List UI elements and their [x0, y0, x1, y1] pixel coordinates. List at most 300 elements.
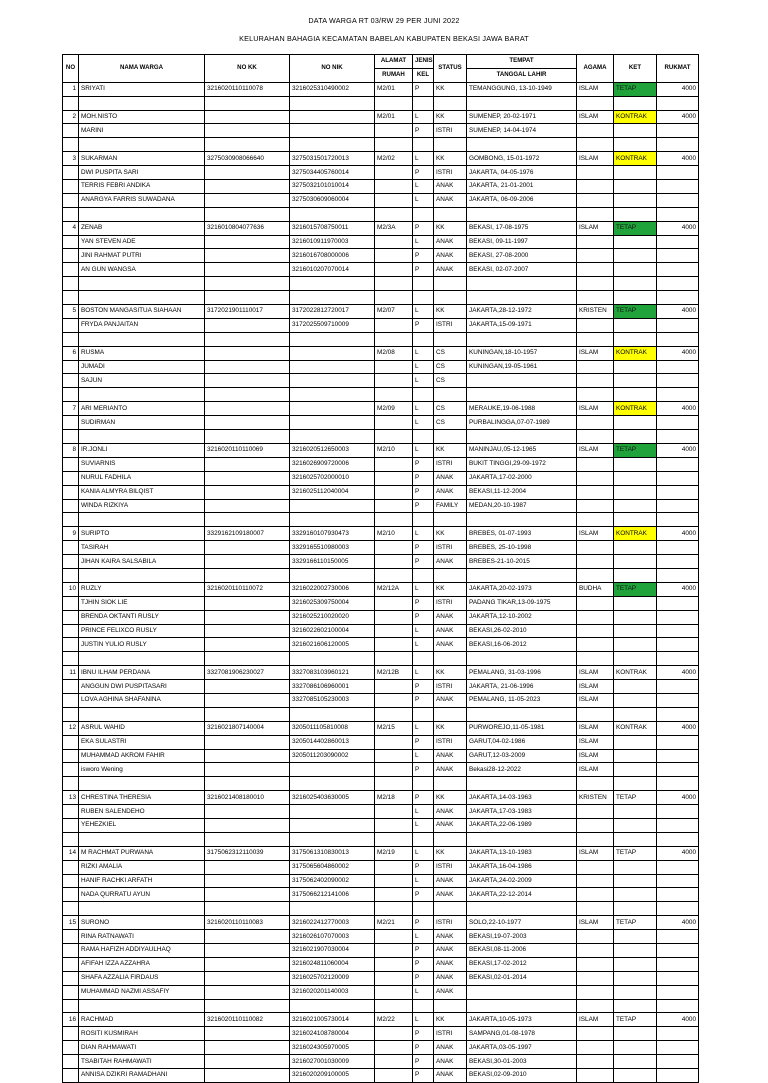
cell-nik [290, 416, 375, 430]
cell-ket [614, 999, 657, 1013]
cell-ket [614, 1041, 657, 1055]
cell-tempat-lahir: BEKASI, 02-07-2007 [467, 263, 577, 277]
cell-nama [79, 777, 205, 791]
cell-nama: NURUL FADHILA [79, 471, 205, 485]
cell-ket [614, 610, 657, 624]
cell-no [63, 430, 79, 444]
cell-agama [577, 430, 614, 444]
cell-ket [614, 374, 657, 388]
cell-kel: L [413, 1013, 434, 1027]
cell-nik: 3216020201140003 [290, 985, 375, 999]
cell-kk [205, 971, 290, 985]
cell-nama: ANGGUN DWI PUSPITASARI [79, 680, 205, 694]
cell-no: 1 [63, 82, 79, 96]
cell-no: 9 [63, 527, 79, 541]
cell-status: ANAK [434, 638, 467, 652]
cell-kk: 3329162109180007 [205, 527, 290, 541]
cell-no: 12 [63, 721, 79, 735]
cell-rukmat [657, 291, 699, 305]
cell-tempat-lahir: JAKARTA,16-04-1986 [467, 860, 577, 874]
cell-nama: AN GUN WANGSA [79, 263, 205, 277]
cell-agama: KRISTEN [577, 305, 614, 319]
cell-tempat-lahir: JAKARTA,03-05-1997 [467, 1041, 577, 1055]
cell-tempat-lahir [467, 999, 577, 1013]
cell-ket: TETAP [614, 846, 657, 860]
cell-no [63, 735, 79, 749]
cell-tempat-lahir: PADANG TIKAR,13-09-1975 [467, 596, 577, 610]
cell-ket [614, 874, 657, 888]
table-row [63, 971, 699, 985]
cell-tempat-lahir: BEKASI,19-07-2003 [467, 930, 577, 944]
cell-nama: MARINI [79, 124, 205, 138]
cell-kel: L [413, 874, 434, 888]
header-nama: NAMA WARGA [79, 55, 205, 83]
cell-agama [577, 957, 614, 971]
cell-nik: 3216025310490002 [290, 82, 375, 96]
cell-nik [290, 138, 375, 152]
cell-kk [205, 471, 290, 485]
cell-rumah [375, 318, 413, 332]
table-row [63, 1041, 699, 1055]
cell-status: ANAK [434, 263, 467, 277]
cell-nik: 3216025112040004 [290, 485, 375, 499]
cell-rukmat [657, 430, 699, 444]
cell-rumah: M2/01 [375, 82, 413, 96]
cell-nama: IBNU ILHAM PERDANA [79, 666, 205, 680]
cell-nik [290, 832, 375, 846]
cell-no [63, 596, 79, 610]
cell-status: ANAK [434, 888, 467, 902]
cell-nik: 3275032101010014 [290, 180, 375, 194]
header-rukmat: RUKMAT [657, 55, 699, 83]
cell-ket [614, 166, 657, 180]
cell-ket [614, 485, 657, 499]
cell-nik: 3329166110150005 [290, 555, 375, 569]
cell-ket [614, 555, 657, 569]
cell-status [434, 513, 467, 527]
cell-kk [205, 416, 290, 430]
cell-nik [290, 277, 375, 291]
cell-agama [577, 1027, 614, 1041]
cell-ket [614, 249, 657, 263]
cell-ket [614, 749, 657, 763]
cell-kel: L [413, 582, 434, 596]
cell-nik: 3175065604860002 [290, 860, 375, 874]
cell-nik [290, 999, 375, 1013]
cell-status: ANAK [434, 971, 467, 985]
cell-status: ANAK [434, 1069, 467, 1083]
cell-status [434, 332, 467, 346]
cell-rumah [375, 96, 413, 110]
table-row [63, 555, 699, 569]
cell-no [63, 374, 79, 388]
cell-nama: IR.JONLI [79, 443, 205, 457]
cell-nama: JUMADI [79, 360, 205, 374]
cell-no [63, 457, 79, 471]
cell-ket: KONTRAK [614, 721, 657, 735]
cell-nama: ROSITI KUSMIRAH [79, 1027, 205, 1041]
cell-nama: ASRUL WAHID [79, 721, 205, 735]
header-jenis: JENIS [413, 55, 434, 69]
cell-rumah [375, 485, 413, 499]
cell-rukmat: 4000 [657, 666, 699, 680]
table-row [63, 541, 699, 555]
header-kel: KEL [413, 68, 434, 82]
cell-nik [290, 568, 375, 582]
cell-status: ISTRI [434, 916, 467, 930]
cell-status: ANAK [434, 874, 467, 888]
cell-tempat-lahir: JAKARTA, 21-01-2001 [467, 180, 577, 194]
table-row [63, 596, 699, 610]
cell-nama: DIAN RAHMAWATI [79, 1041, 205, 1055]
cell-nama [79, 138, 205, 152]
table-row [63, 805, 699, 819]
cell-nik: 3216022602100004 [290, 624, 375, 638]
cell-rukmat: 4000 [657, 402, 699, 416]
cell-status: ANAK [434, 985, 467, 999]
cell-kk [205, 874, 290, 888]
cell-nik: 3216020209100005 [290, 1069, 375, 1083]
cell-nik [290, 360, 375, 374]
table-row [63, 624, 699, 638]
cell-nik [290, 388, 375, 402]
cell-kel: L [413, 402, 434, 416]
table-row [63, 791, 699, 805]
cell-no [63, 235, 79, 249]
cell-kel: L [413, 638, 434, 652]
cell-tempat-lahir [467, 902, 577, 916]
cell-kk [205, 374, 290, 388]
cell-agama: ISLAM [577, 402, 614, 416]
cell-agama [577, 457, 614, 471]
cell-rukmat [657, 166, 699, 180]
cell-agama [577, 985, 614, 999]
cell-ket [614, 1055, 657, 1069]
cell-nik: 3205011203090002 [290, 749, 375, 763]
cell-kk [205, 346, 290, 360]
cell-agama [577, 166, 614, 180]
cell-nama: RUZLY [79, 582, 205, 596]
cell-no [63, 749, 79, 763]
cell-nik: 3216024305970005 [290, 1041, 375, 1055]
table-row [63, 471, 699, 485]
header-tanggal-lahir: TANGGAL LAHIR [467, 68, 577, 82]
cell-ket: KONTRAK [614, 402, 657, 416]
header-ket: KET [614, 55, 657, 83]
cell-rukmat [657, 930, 699, 944]
cell-kk [205, 610, 290, 624]
cell-kel: L [413, 930, 434, 944]
cell-kk [205, 555, 290, 569]
cell-status: ANAK [434, 610, 467, 624]
cell-ket: TETAP [614, 791, 657, 805]
cell-rumah [375, 777, 413, 791]
cell-rumah: M2/22 [375, 1013, 413, 1027]
cell-kk [205, 1069, 290, 1083]
cell-rumah [375, 818, 413, 832]
cell-agama: ISLAM [577, 916, 614, 930]
cell-ket [614, 888, 657, 902]
cell-nama: YAN STEVEN ADE [79, 235, 205, 249]
cell-kk [205, 902, 290, 916]
cell-agama: ISLAM [577, 110, 614, 124]
cell-nik: 3216025702120009 [290, 971, 375, 985]
table-row [63, 82, 699, 96]
cell-rumah [375, 457, 413, 471]
cell-nama [79, 513, 205, 527]
cell-ket [614, 1027, 657, 1041]
cell-nik: 3216022002730006 [290, 582, 375, 596]
table-row [63, 193, 699, 207]
cell-rukmat [657, 818, 699, 832]
cell-tempat-lahir: BEKASI,02-01-2014 [467, 971, 577, 985]
cell-ket [614, 805, 657, 819]
cell-kk [205, 596, 290, 610]
cell-rumah: M2/19 [375, 846, 413, 860]
cell-kel: L [413, 360, 434, 374]
cell-rumah [375, 1027, 413, 1041]
cell-ket [614, 388, 657, 402]
cell-rumah [375, 249, 413, 263]
cell-kk [205, 930, 290, 944]
cell-rukmat: 4000 [657, 846, 699, 860]
cell-kel: P [413, 499, 434, 513]
cell-rumah [375, 957, 413, 971]
cell-nik [290, 207, 375, 221]
cell-tempat-lahir: BREBES, 25-10-1998 [467, 541, 577, 555]
cell-nik [290, 805, 375, 819]
cell-agama [577, 96, 614, 110]
cell-ket: TETAP [614, 443, 657, 457]
cell-no [63, 555, 79, 569]
cell-nama [79, 430, 205, 444]
cell-nik: 3216026107070003 [290, 930, 375, 944]
cell-rumah: M2/02 [375, 152, 413, 166]
cell-nik: 3216015708750011 [290, 221, 375, 235]
cell-agama [577, 805, 614, 819]
cell-nama: NADA QURRATU AYUN [79, 888, 205, 902]
cell-status: ANAK [434, 471, 467, 485]
blank-row [63, 902, 699, 916]
cell-status: CS [434, 374, 467, 388]
cell-rumah [375, 930, 413, 944]
cell-agama: ISLAM [577, 152, 614, 166]
cell-tempat-lahir [467, 985, 577, 999]
cell-nama [79, 707, 205, 721]
cell-no [63, 930, 79, 944]
cell-kel: L [413, 846, 434, 860]
cell-kel: P [413, 1055, 434, 1069]
cell-rukmat [657, 832, 699, 846]
cell-rukmat: 4000 [657, 443, 699, 457]
cell-agama: ISLAM [577, 82, 614, 96]
cell-status: ANAK [434, 957, 467, 971]
cell-nama [79, 568, 205, 582]
cell-ket: TETAP [614, 916, 657, 930]
cell-kel [413, 291, 434, 305]
cell-rumah [375, 471, 413, 485]
cell-tempat-lahir: JAKARTA,10-05-1973 [467, 1013, 577, 1027]
cell-status: ANAK [434, 944, 467, 958]
cell-rumah [375, 832, 413, 846]
cell-nik: 3329160107930473 [290, 527, 375, 541]
cell-tempat-lahir: MANINJAU,05-12-1965 [467, 443, 577, 457]
cell-rukmat [657, 707, 699, 721]
cell-kel: P [413, 791, 434, 805]
cell-status [434, 707, 467, 721]
cell-ket [614, 652, 657, 666]
cell-kel: P [413, 860, 434, 874]
cell-nik [290, 124, 375, 138]
cell-rukmat [657, 902, 699, 916]
cell-rukmat [657, 610, 699, 624]
cell-rumah [375, 138, 413, 152]
cell-no [63, 1041, 79, 1055]
cell-rumah [375, 235, 413, 249]
cell-agama [577, 180, 614, 194]
cell-kel: P [413, 263, 434, 277]
cell-status: ANAK [434, 555, 467, 569]
cell-agama: ISLAM [577, 443, 614, 457]
cell-no: 5 [63, 305, 79, 319]
cell-rukmat [657, 124, 699, 138]
cell-no [63, 874, 79, 888]
cell-kel: P [413, 457, 434, 471]
cell-nama [79, 291, 205, 305]
cell-kel: P [413, 680, 434, 694]
cell-no [63, 624, 79, 638]
cell-kk [205, 1055, 290, 1069]
cell-kk [205, 638, 290, 652]
cell-kel [413, 513, 434, 527]
cell-tempat-lahir: PEMALANG, 11-05-2023 [467, 693, 577, 707]
cell-kk [205, 860, 290, 874]
cell-no [63, 818, 79, 832]
cell-status: ISTRI [434, 680, 467, 694]
cell-rukmat [657, 1041, 699, 1055]
blank-row [63, 652, 699, 666]
cell-kk [205, 832, 290, 846]
cell-no: 13 [63, 791, 79, 805]
cell-ket [614, 818, 657, 832]
header-rumah: RUMAH [375, 68, 413, 82]
cell-nama: LOVA AGHINA SHAFANINA [79, 693, 205, 707]
cell-rukmat [657, 207, 699, 221]
cell-nik: 3216026909720006 [290, 457, 375, 471]
table-row [63, 1069, 699, 1083]
cell-tempat-lahir [467, 707, 577, 721]
cell-agama [577, 860, 614, 874]
cell-nama: ARI MERIANTO [79, 402, 205, 416]
cell-nama [79, 332, 205, 346]
table-row [63, 221, 699, 235]
cell-no [63, 944, 79, 958]
cell-rukmat: 4000 [657, 791, 699, 805]
cell-rukmat: 4000 [657, 721, 699, 735]
cell-kel: P [413, 763, 434, 777]
cell-nik: 3216022412770003 [290, 916, 375, 930]
cell-agama [577, 541, 614, 555]
table-row [63, 610, 699, 624]
cell-no [63, 638, 79, 652]
cell-nama: JINI RAHMAT PUTRI [79, 249, 205, 263]
cell-nama: RIZKI AMALIA [79, 860, 205, 874]
cell-nik: 3216027001030009 [290, 1055, 375, 1069]
cell-tempat-lahir [467, 96, 577, 110]
cell-rukmat [657, 374, 699, 388]
cell-agama: ISLAM [577, 221, 614, 235]
cell-tempat-lahir: JAKARTA,17-03-1983 [467, 805, 577, 819]
cell-nama: KANIA ALMYRA BILQIST [79, 485, 205, 499]
cell-rukmat: 4000 [657, 916, 699, 930]
cell-kk [205, 763, 290, 777]
cell-kk [205, 249, 290, 263]
cell-rumah: M2/08 [375, 346, 413, 360]
cell-kel [413, 652, 434, 666]
cell-rumah [375, 513, 413, 527]
cell-rukmat [657, 485, 699, 499]
cell-agama [577, 374, 614, 388]
cell-kel: P [413, 1041, 434, 1055]
cell-ket [614, 96, 657, 110]
cell-status: CS [434, 346, 467, 360]
cell-rukmat [657, 652, 699, 666]
cell-rukmat: 4000 [657, 346, 699, 360]
cell-nik [290, 513, 375, 527]
cell-rumah [375, 624, 413, 638]
cell-agama [577, 193, 614, 207]
cell-tempat-lahir: PURBALINGGA,07-07-1989 [467, 416, 577, 430]
cell-rumah [375, 707, 413, 721]
cell-status [434, 277, 467, 291]
cell-ket [614, 471, 657, 485]
cell-nik: 3216010207070014 [290, 263, 375, 277]
table-row [63, 180, 699, 194]
table-row [63, 374, 699, 388]
cell-kel: L [413, 666, 434, 680]
cell-rumah [375, 999, 413, 1013]
cell-kel: P [413, 610, 434, 624]
cell-nama: MUHAMMAD AKROM FAHIR [79, 749, 205, 763]
cell-kel [413, 707, 434, 721]
cell-agama: ISLAM [577, 527, 614, 541]
cell-tempat-lahir: GARUT,04-02-1986 [467, 735, 577, 749]
cell-no [63, 957, 79, 971]
cell-nama: TJHIN SIOK LIE [79, 596, 205, 610]
cell-rumah: M2/15 [375, 721, 413, 735]
cell-status: ANAK [434, 235, 467, 249]
cell-kk [205, 485, 290, 499]
cell-nama: PRINCE FELIXCO RUSLY [79, 624, 205, 638]
cell-ket: TETAP [614, 82, 657, 96]
cell-agama [577, 610, 614, 624]
cell-kk: 3172021901110017 [205, 305, 290, 319]
cell-kel: P [413, 318, 434, 332]
cell-nik [290, 96, 375, 110]
cell-rumah [375, 596, 413, 610]
cell-agama: ISLAM [577, 763, 614, 777]
cell-nik [290, 430, 375, 444]
cell-ket [614, 277, 657, 291]
cell-rumah: M2/10 [375, 527, 413, 541]
cell-ket [614, 763, 657, 777]
cell-status: ANAK [434, 624, 467, 638]
cell-kel: L [413, 110, 434, 124]
cell-status: CS [434, 416, 467, 430]
cell-kk: 3216021807140004 [205, 721, 290, 735]
cell-rumah [375, 374, 413, 388]
cell-agama [577, 207, 614, 221]
